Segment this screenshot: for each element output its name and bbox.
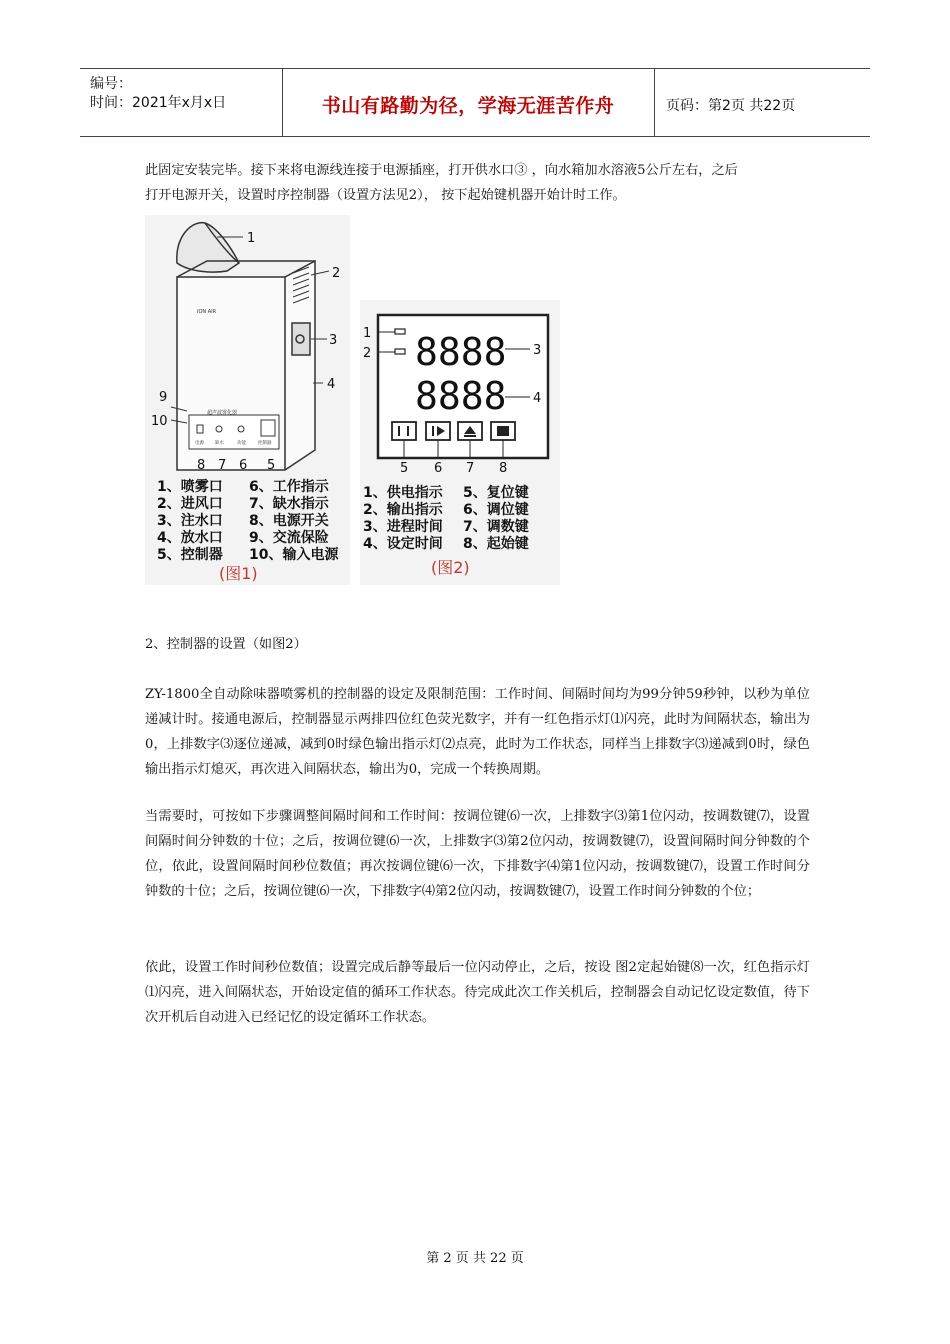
fig1-legend-6: 6、工作指示 — [249, 479, 329, 495]
fig1-legend-5: 5、控制器 — [157, 547, 223, 563]
fig2-callout-5: 5 — [400, 461, 409, 476]
reset-key-icon-b — [407, 426, 409, 436]
fig2-callout-3: 3 — [533, 343, 542, 358]
figure1-legend — [157, 478, 339, 563]
fig1-callout-10: 10 — [151, 414, 168, 429]
header-meta — [80, 69, 283, 136]
display-bottom: 8888 — [415, 374, 507, 418]
stop-icon — [497, 426, 509, 436]
fig1-callout-4: 4 — [327, 377, 336, 392]
water-inlet — [292, 323, 310, 355]
fig2-callout-8: 8 — [499, 461, 508, 476]
eject-bar-icon — [464, 435, 476, 437]
reset-key-icon — [398, 426, 400, 436]
fig2-legend-3: 3、进程时间 — [363, 519, 443, 535]
fig2-legend-5: 5、复位键 — [463, 485, 529, 501]
fig1-callout-8: 8 — [197, 458, 206, 473]
reset-key — [392, 422, 416, 440]
fig1-callout-9: 9 — [159, 390, 168, 405]
fig2-caption: (图2) — [431, 558, 470, 577]
btn-label-power: 电源 — [195, 441, 204, 446]
fig1-legend-8: 8、电源开关 — [249, 513, 329, 529]
finish-setting-paragraph: 依此，设置工作时间秒位数值；设置完成后静等最后一位闪动停止，之后，按设 图2定起始键⑻一次，红色指示灯⑴闪亮，进入间隔状态，开始设定值的循环工作状态。待完成此次工作关机后，控制器会自动记忆设定数值，待下次开机后自动进入已经记忆的设定循环工作状态。 — [145, 960, 810, 1025]
motto: 书山有路勤为径，学海无涯苦作舟 — [321, 95, 615, 117]
fig2-callout-2: 2 — [363, 346, 372, 361]
display-top: 8888 — [415, 330, 507, 374]
intro-line-1: 此固定安装完毕。接下来将电源线连接于电源插座，打开供水口③ ，向水箱加水溶液5公斤左右，之后 — [145, 163, 738, 178]
figures-image — [145, 215, 560, 585]
fig1-callout-2: 2 — [332, 266, 341, 281]
adjust-steps-paragraph: 当需要时，可按如下步骤调整间隔时间和工作时间：按调位键⑹一次，上排数字⑶第1位闪动，按调数键⑺，设置间隔时间分钟数的十位；之后，按调位键⑹一次，上排数字⑶第2位闪动，按调数键⑺，设置间隔时间分钟数的个位，依此，设置间隔时间秒位数值；再次按调位键⑹一次，下排数字⑷第1位闪动，按调数键⑺，设置工作时间分钟数的十位；之后，按调位键⑹一次，下排数字⑷第2位闪动，按调数键⑺，设置工作时间分钟数的个位； — [145, 809, 810, 899]
fig1-callout-5: 5 — [267, 458, 276, 473]
fig2-callout-6: 6 — [434, 461, 443, 476]
fig1-legend-7: 7、缺水指示 — [249, 496, 329, 512]
fig2-callout-1: 1 — [363, 326, 372, 341]
panel-title: 超声波雾化器 — [207, 410, 238, 416]
date-label: 时间：2021年x月x日 — [90, 95, 227, 111]
fig1-legend-2: 2、进风口 — [157, 496, 223, 512]
brand-text: ION AIR — [197, 309, 217, 315]
controller-range-paragraph: ZY-1800全自动除味器喷雾机的控制器的设定及限制范围：工作时间、间隔时间均为99分钟59秒钟，以秒为单位递减计时。接通电源后，控制器显示两排四位红色荧光数字，并有一红色指示灯⑴闪亮，此时为间隔状态，输出为0，上排数字⑶逐位递减，减到0时绿色输出指示灯⑵点亮，此时为工作状态，同样当上排数字⑶递减到0时，绿色输出指示灯熄灭，再次进入间隔状态，输出为0，完成一个转换周期。 — [145, 687, 810, 777]
page-header — [80, 68, 870, 137]
fig2-legend-4: 4、设定时间 — [363, 536, 443, 552]
fig1-callout-6: 6 — [239, 458, 248, 473]
btn-label-ctrl: 控制器 — [258, 441, 272, 446]
header-motto-cell — [282, 69, 655, 136]
fig1-caption: (图1) — [219, 564, 258, 583]
fig2-callout-7: 7 — [466, 461, 475, 476]
fig1-callout-7: 7 — [218, 458, 227, 473]
page-label: 页码：第2页 共22页 — [666, 98, 796, 114]
fig1-legend-4: 4、放水口 — [157, 530, 223, 546]
fig2-legend-7: 7、调数键 — [463, 519, 529, 535]
fig2-legend-2: 2、输出指示 — [363, 502, 443, 518]
fig2-legend-8: 8、起始键 — [463, 536, 529, 552]
fig1-legend-9: 9、交流保险 — [249, 530, 329, 546]
btn-label-func: 功能 — [237, 441, 246, 446]
header-page-cell — [654, 69, 870, 136]
fig1-callout-3: 3 — [329, 333, 338, 348]
btn-label-water: 缺水 — [215, 441, 224, 446]
fig2-legend-1: 1、供电指示 — [363, 485, 443, 501]
serial-label: 编号： — [90, 76, 132, 92]
fig1-legend-1: 1、喷雾口 — [157, 479, 223, 495]
fig1-legend-10: 10、输入电源 — [249, 547, 339, 563]
intro-line-2: 打开电源开关，设置时序控制器（设置方法见2）， 按下起始键机器开始计时工作。 — [145, 188, 626, 203]
intro-paragraph — [145, 158, 810, 208]
play-bar-icon — [432, 426, 434, 436]
section2-title: 2、控制器的设置（如图2） — [145, 637, 307, 652]
fig1-legend-3: 3、注水口 — [157, 513, 223, 529]
fig2-legend-6: 6、调位键 — [463, 502, 529, 518]
fig1-callout-1: 1 — [247, 231, 256, 246]
fig2-callout-4: 4 — [533, 391, 542, 406]
page-footer: 第 2 页 共 22 页 — [426, 1251, 524, 1266]
